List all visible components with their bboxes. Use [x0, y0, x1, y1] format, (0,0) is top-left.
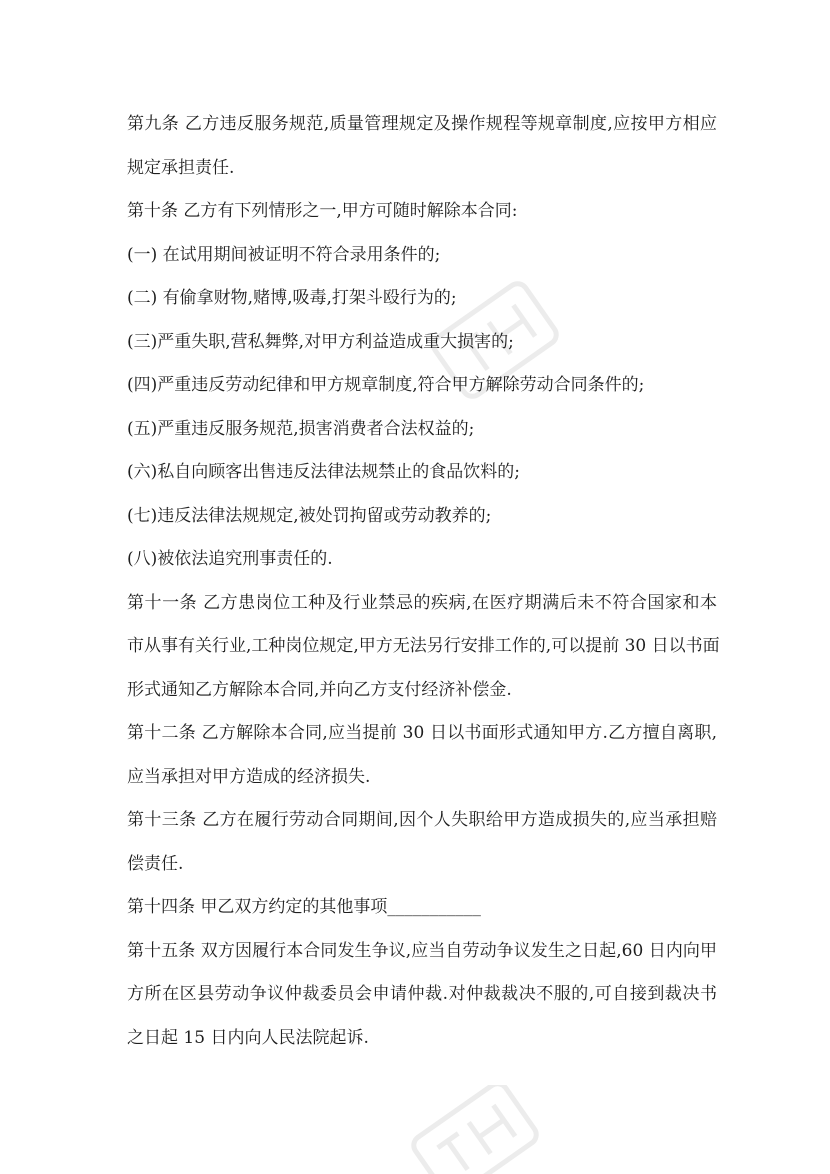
text-line: 第十五条 双方因履行本合同发生争议,应当自劳动争议发生之日起,60 日内向甲: [127, 940, 717, 961]
text-line: (三)严重失职,营私舞弊,对甲方利益造成重大损害的;: [127, 331, 514, 352]
clause-9: [127, 103, 717, 190]
text-line: (一) 在试用期间被证明不符合录用条件的;: [127, 244, 441, 265]
text-line: 市从事有关行业,工种岗位规定,甲方无法另行安排工作的,可以提前 30 日以书面: [127, 636, 720, 656]
document-body: [127, 103, 720, 1060]
clause-12: [127, 712, 717, 799]
text-line: 第九条 乙方违反服务规范,质量管理规定及操作规程等规章制度,应按甲方相应: [127, 114, 717, 134]
text-line: 偿责任.: [127, 853, 184, 874]
list-item: [127, 234, 717, 278]
list-item: [127, 277, 717, 321]
text-line: (八)被依法追究刑事责任的.: [127, 549, 333, 569]
text-line: 第十二条 乙方解除本合同,应当提前 30 日以书面形式通知甲方.乙方擅自离职,: [127, 723, 717, 743]
text-line: 方所在区县劳动争议仲裁委员会申请仲裁.对仲裁裁决不服的,可自接到裁决书: [127, 984, 717, 1004]
text-line: (六)私自向顾客出售违反法律法规禁止的食品饮料的;: [127, 462, 520, 482]
watermark: [400, 1085, 550, 1174]
list-item: [127, 321, 717, 365]
list-item: [127, 451, 717, 495]
text-line: 规定承担责任.: [127, 157, 235, 178]
text-line: 第十三条 乙方在履行劳动合同期间,因个人失职给甲方造成损失的,应当承担赔: [127, 810, 717, 830]
list-item: [127, 538, 717, 582]
list-item: [127, 408, 717, 452]
clause-11: [127, 582, 720, 713]
text-line: 第十条 乙方有下列情形之一,甲方可随时解除本合同:: [127, 201, 518, 221]
text-line: (七)违反法律法规规定,被处罚拘留或劳动教养的;: [127, 505, 492, 526]
text-line: (二) 有偷拿财物,赌博,吸毒,打架斗殴行为的;: [127, 288, 457, 308]
text-line: (五)严重违反服务规范,损害消费者合法权益的;: [127, 418, 475, 439]
text-line: (四)严重违反劳动纪律和甲方规章制度,符合甲方解除劳动合同条件的;: [127, 375, 645, 395]
clause-15: [127, 930, 717, 1061]
text-line: 之日起 15 日内向人民法院起诉.: [127, 1027, 369, 1048]
text-line: 应当承担对甲方造成的经济损失.: [127, 766, 371, 787]
clause-13: [127, 799, 717, 886]
text-line: 形式通知乙方解除本合同,并向乙方支付经济补偿金.: [127, 679, 512, 700]
list-item: [127, 495, 717, 539]
list-item: [127, 364, 717, 408]
text-line: 第十一条 乙方患岗位工种及行业禁忌的疾病,在医疗期满后未不符合国家和本: [127, 592, 717, 613]
clause-10: [127, 190, 717, 234]
clause-14: [127, 886, 717, 930]
text-line: 第十四条 甲乙双方约定的其他事项___________: [127, 897, 481, 917]
